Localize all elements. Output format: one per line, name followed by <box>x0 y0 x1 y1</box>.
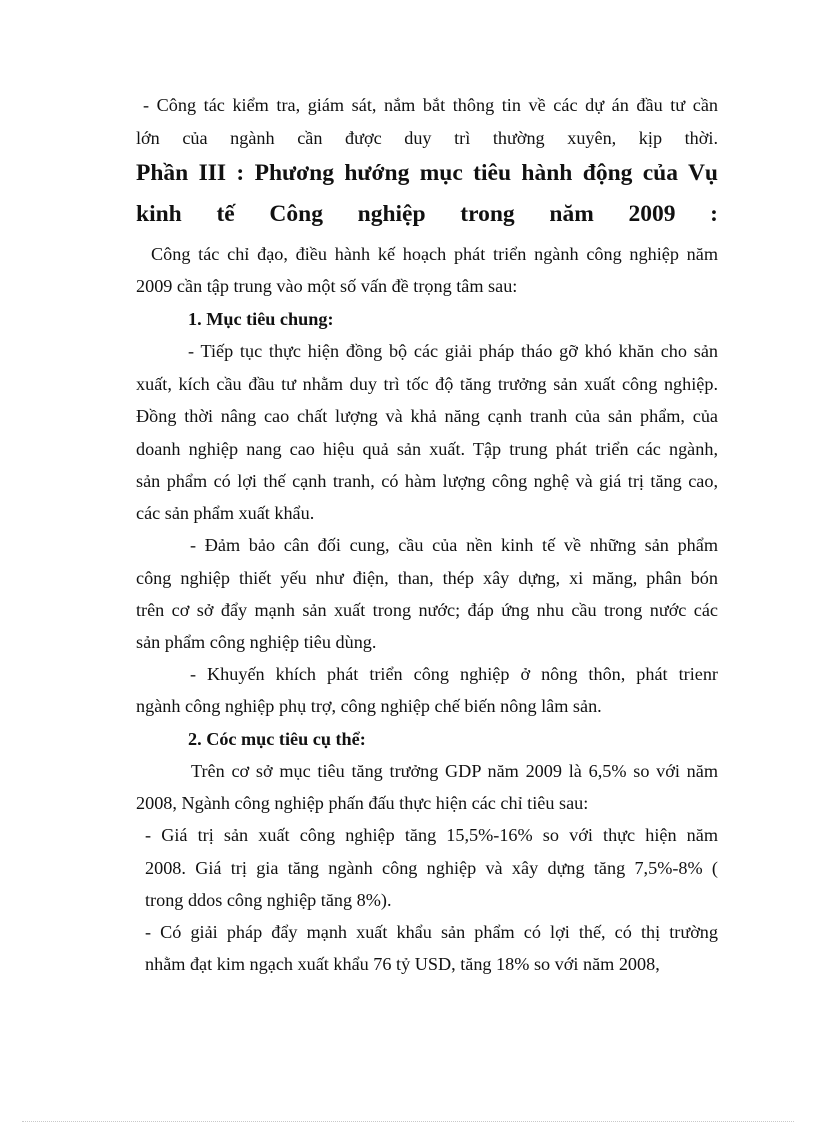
paragraph-line: xuất, kích cầu đầu tư nhằm duy trì tốc độ tăng trưởng sản xuất công nghiệp. <box>136 374 718 394</box>
paragraph-line: công nghiệp thiết yếu như điện, than, thép xây dựng, xi măng, phân bón <box>136 568 718 588</box>
paragraph-line: 2008, Ngành công nghiệp phấn đấu thực hiện các chỉ tiêu sau: <box>136 793 589 813</box>
paragraph-line: Trên cơ sở mục tiêu tăng trưởng GDP năm 2009 là 6,5% so với năm <box>191 761 718 781</box>
list-item-line: trong ddos công nghiệp tăng 8%). <box>145 890 392 910</box>
paragraph-line: - Công tác kiểm tra, giám sát, nắm bắt thông tin về các dự án đầu tư cần <box>143 95 718 115</box>
paragraph-line: sản phẩm công nghiệp tiêu dùng. <box>136 632 377 652</box>
list-item-line: nhằm đạt kim ngạch xuất khẩu 76 tỷ USD, tăng 18% so với năm 2008, <box>145 954 660 974</box>
paragraph-line: lớn của ngành cần được duy trì thường xuyên, kịp thời. <box>136 128 718 148</box>
subsection-heading: 2. Cóc mục tiêu cụ thể: <box>188 729 366 749</box>
list-item-line: - Có giải pháp đẩy mạnh xuất khẩu sản phẩm có lợi thế, có thị trường <box>145 922 718 942</box>
list-item-line: - Giá trị sản xuất công nghiệp tăng 15,5%-16% so với thực hiện năm <box>145 825 718 845</box>
paragraph-line: trên cơ sở đẩy mạnh sản xuất trong nước; đáp ứng nhu cầu trong nước các <box>136 600 718 620</box>
paragraph-line: ngành công nghiệp phụ trợ, công nghiệp chế biến nông lâm sản. <box>136 696 602 716</box>
paragraph-line: 2009 cần tập trung vào một số vấn đề trọng tâm sau: <box>136 276 518 296</box>
paragraph-line: các sản phẩm xuất khẩu. <box>136 503 315 523</box>
paragraph-line: Đồng thời nâng cao chất lượng và khả năng cạnh tranh của sản phẩm, của <box>136 406 718 426</box>
paragraph-line: sản phẩm có lợi thế cạnh tranh, có hàm lượng công nghệ và giá trị tăng cao, <box>136 471 718 491</box>
list-item-line: 2008. Giá trị gia tăng ngành công nghiệp và xây dựng tăng 7,5%-8% ( <box>145 858 718 878</box>
section-heading: kinh tế Công nghiệp trong năm 2009 : <box>136 201 718 227</box>
paragraph-line: - Tiếp tục thực hiện đồng bộ các giải pháp tháo gỡ khó khăn cho sản <box>188 341 718 361</box>
paragraph-line: doanh nghiệp nang cao hiệu quả sản xuất. Tập trung phát triển các ngành, <box>136 439 718 459</box>
paragraph-line: - Đảm bảo cân đối cung, cầu của nền kinh tế về những sản phẩm <box>190 535 718 555</box>
paragraph-line: - Khuyến khích phát triển công nghiệp ở nông thôn, phát trienr <box>190 664 718 684</box>
section-heading: Phần III : Phương hướng mục tiêu hành động của Vụ <box>136 160 718 186</box>
subsection-heading: 1. Mục tiêu chung: <box>188 309 334 329</box>
paragraph-line: Công tác chỉ đạo, điều hành kế hoạch phát triển ngành công nghiệp năm <box>151 244 718 264</box>
page-bottom-rule <box>22 1121 794 1122</box>
